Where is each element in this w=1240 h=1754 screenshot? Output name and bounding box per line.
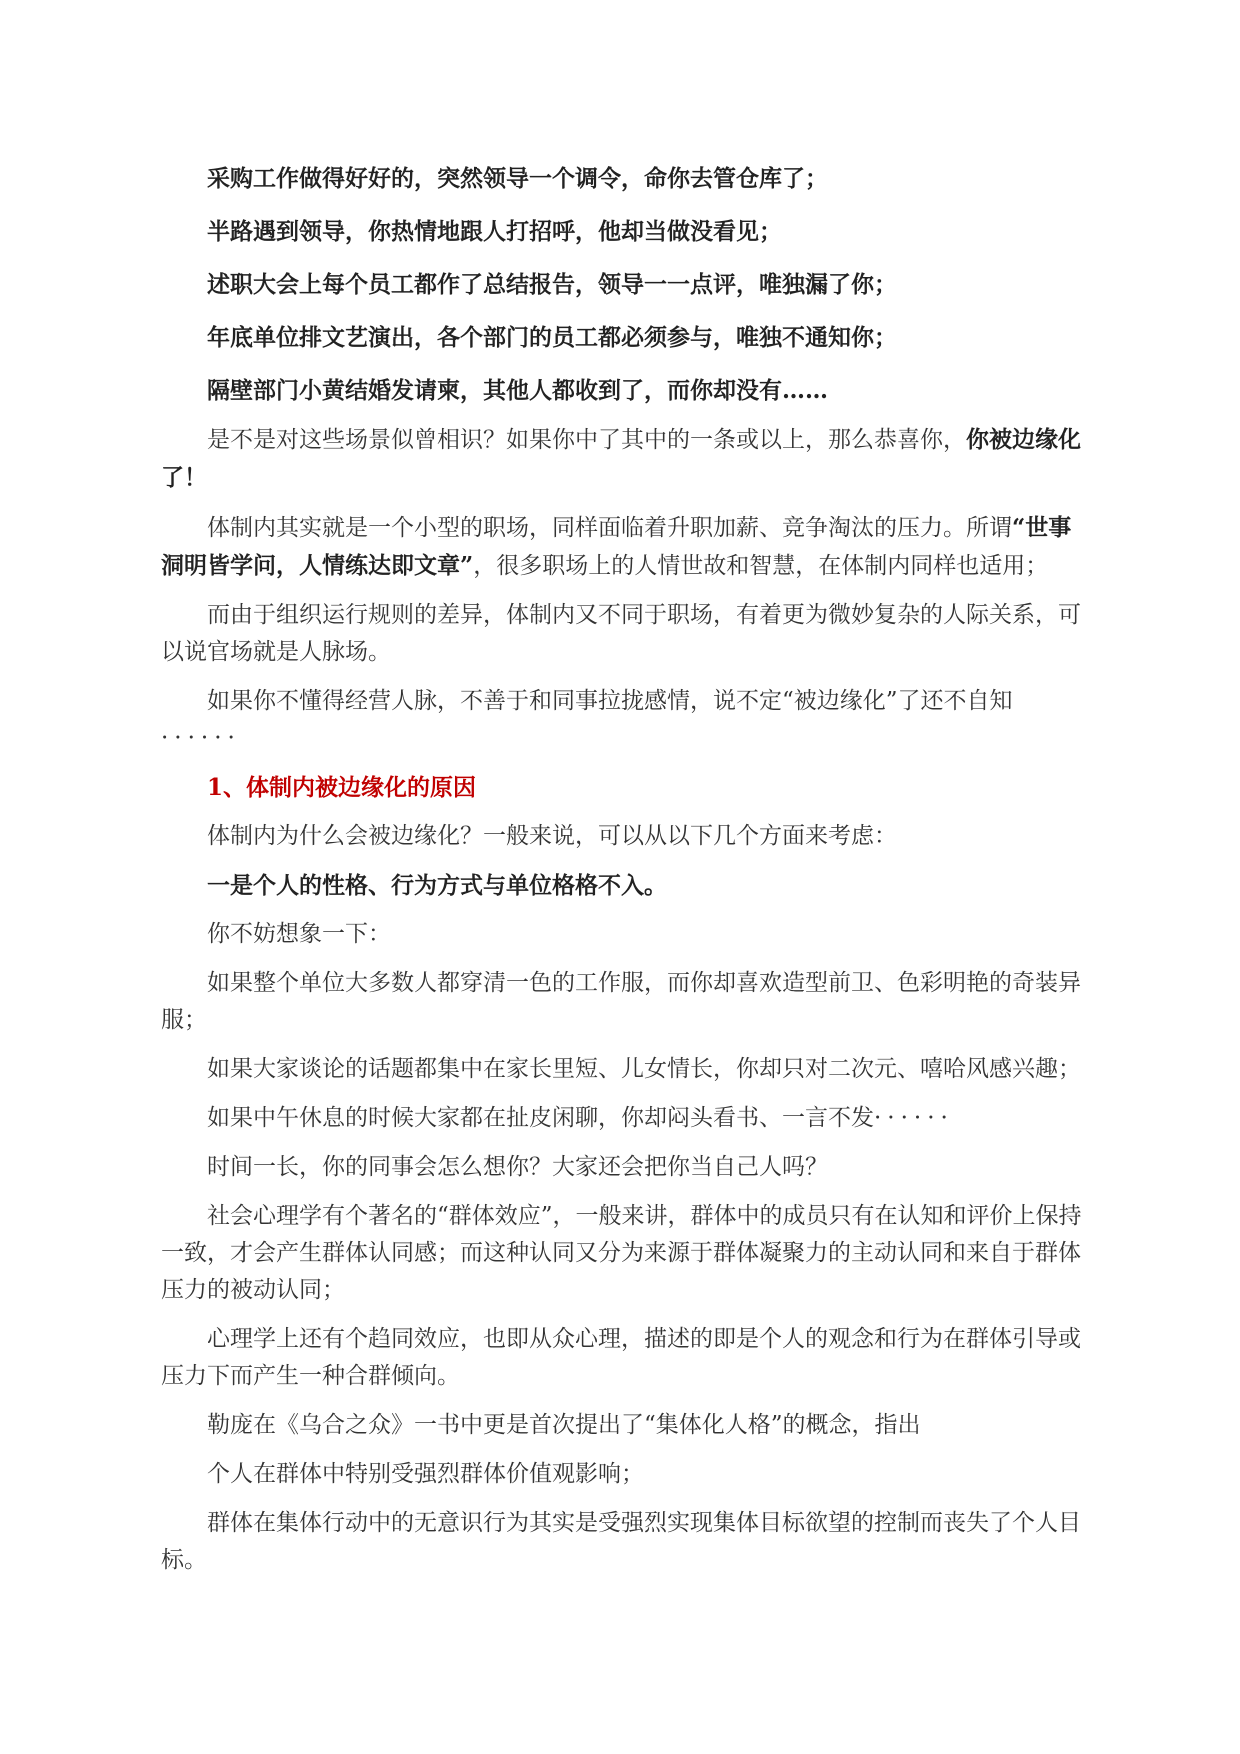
paragraph-le-bon: 勒庞在《乌合之众》一书中更是首次提出了“集体化人格”的概念，指出 — [207, 1412, 921, 1438]
paragraph-time: 时间一长，你的同事会怎么想你？大家还会把你当自己人吗？ — [207, 1154, 828, 1180]
paragraph-text: 如果中午休息的时候大家都在扯皮闲聊，你却闷头看书、一言不发 — [207, 1105, 874, 1131]
paragraph-text: 是不是对这些场景似曾相识？如果你中了其中的一条或以上，那么恭喜你， — [207, 427, 966, 453]
paragraph-group-effect: 社会心理学有个著名的“群体效应”，一般来讲，群体中的成员只有在认知和评价上保持一致，才会产生群体认同感；而这种认同又分为来源于群体凝聚力的主动认同和来自于群体压力的被动认同； — [161, 1203, 1082, 1303]
paragraph-conformity: 心理学上还有个趋同效应，也即从众心理，描述的即是个人的观念和行为在群体引导或压力下而产生一种合群倾向。 — [161, 1326, 1081, 1389]
paragraph-workplace — [161, 509, 1091, 585]
paragraph-individual: 个人在群体中特别受强烈群体价值观影响； — [207, 1461, 644, 1487]
emphasis-text: 你被边缘化了！ — [161, 426, 1081, 491]
paragraph-marginalized — [161, 421, 1091, 497]
paragraph-why: 体制内为什么会被边缘化？一般来说，可以从以下几个方面来考虑： — [207, 823, 897, 849]
paragraph-clothes: 如果整个单位大多数人都穿清一色的工作服，而你却喜欢造型前卫、色彩明艳的奇装异服； — [161, 970, 1081, 1033]
scenario-2: 半路遇到领导，你热情地跟人打招呼，他却当做没看见； — [207, 218, 782, 245]
ellipsis-dots: ······ — [874, 1105, 954, 1131]
scenario-5: 隔壁部门小黄结婚发请柬，其他人都收到了，而你却没有…… — [207, 377, 828, 404]
scenario-3: 述职大会上每个员工都作了总结报告，领导一一点评，唯独漏了你； — [207, 271, 897, 298]
paragraph-imagine: 你不妨想象一下： — [207, 921, 391, 947]
paragraph-group-action: 群体在集体行动中的无意识行为其实是受强烈实现集体目标欲望的控制而丧失了个人目标。 — [161, 1510, 1081, 1573]
paragraph-text: ，很多职场上的人情世故和智慧，在体制内同样也适用； — [473, 553, 1049, 579]
section-heading: 1、体制内被边缘化的原因 — [207, 774, 477, 801]
quote-emphasis: “世事洞明皆学问，人情练达即文章” — [161, 514, 1072, 579]
paragraph-lunch — [161, 1100, 1091, 1137]
paragraph-text: 如果你不懂得经营人脉，不善于和同事拉拢感情，说不定“被边缘化”了还不自知 — [207, 688, 1013, 714]
scenario-4: 年底单位排文艺演出，各个部门的员工都必须参与，唯独不通知你； — [207, 324, 897, 351]
paragraph-relations: 而由于组织运行规则的差异，体制内又不同于职场，有着更为微妙复杂的人际关系，可以说官场就是人脉场。 — [161, 602, 1081, 665]
ellipsis-dots: ······ — [161, 725, 241, 751]
scenario-1: 采购工作做得好好的，突然领导一个调令，命你去管仓库了； — [207, 165, 828, 192]
paragraph-network — [161, 683, 1091, 757]
document-page — [161, 160, 1091, 1591]
reason-one: 一是个人的性格、行为方式与单位格格不入。 — [207, 872, 667, 899]
paragraph-text: 体制内其实就是一个小型的职场，同样面临着升职加薪、竞争淘汰的压力。所谓 — [207, 515, 1012, 541]
paragraph-topics: 如果大家谈论的话题都集中在家长里短、儿女情长，你却只对二次元、嘻哈风感兴趣； — [207, 1056, 1081, 1082]
